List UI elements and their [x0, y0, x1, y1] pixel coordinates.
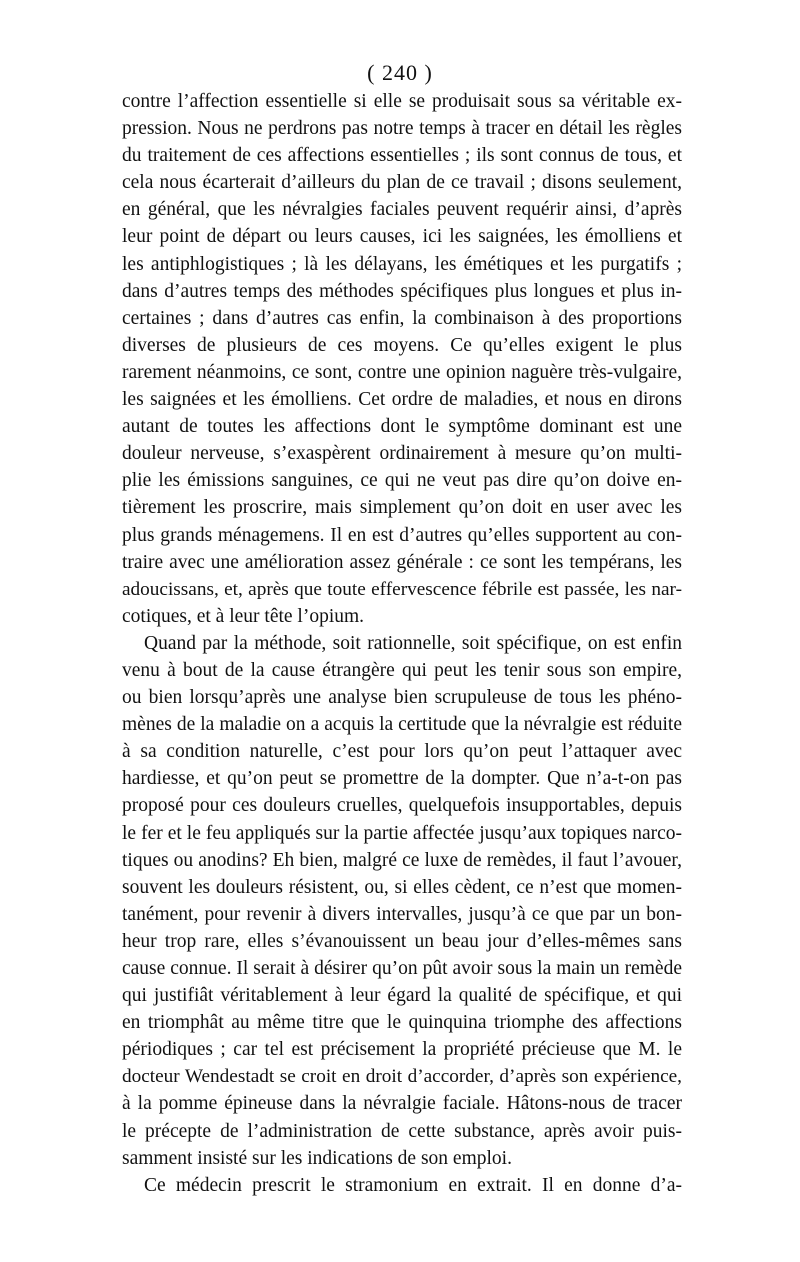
text-line: mènes de la maladie on a acquis la certitude que la névralgie est réduite — [122, 714, 682, 736]
text-line: le fer et le feu appliqués sur la partie affectée jusqu’aux topiques narco- — [122, 822, 682, 844]
text-line: tanément, pour revenir à divers intervalles, jusqu’à ce que par un bon- — [122, 903, 682, 925]
text-line: proposé pour ces douleurs cruelles, quelquefois insupportables, depuis — [122, 795, 682, 817]
text-line: pression. Nous ne perdrons pas notre temps à tracer en détail les règles — [122, 118, 682, 140]
text-line: douleur nerveuse, s’exaspèrent ordinairement à mesure qu’on multi- — [122, 443, 682, 465]
text-line: contre l’affection essentielle si elle se produisait sous sa véritable ex- — [122, 91, 682, 112]
text-line: du traitement de ces affections essentielles ; ils sont connus de tous, et — [122, 145, 682, 167]
text-line: cotiques, et à leur tête l’opium. — [122, 605, 365, 627]
text-line: plie les émissions sanguines, ce qui ne veut pas dire qu’on doive en- — [122, 470, 682, 492]
text-line: à sa condition naturelle, c’est pour lors qu’on peut l’attaquer avec — [122, 741, 682, 763]
text-line: diverses de plusieurs de ces moyens. Ce qu’elles exigent le plus — [122, 334, 682, 356]
text-line: rarement néanmoins, ce sont, contre une opinion naguère très-vulgaire, — [122, 361, 682, 383]
text-line: en général, que les névralgies faciales peuvent requérir ainsi, d’après — [122, 199, 682, 221]
text-line: cause connue. Il serait à désirer qu’on pût avoir sous la main un remède — [122, 958, 682, 979]
text-line: en triomphât au même titre que le quinquina triomphe des affections — [122, 1012, 682, 1034]
page-number: ( 240 ) — [367, 60, 433, 85]
text-line: hardiesse, et qu’on peut se promettre de la dompter. Que n’a-t-on pas — [122, 768, 682, 790]
text-line: traire avec une amélioration assez générale : ce sont les tempérans, les — [122, 551, 682, 573]
text-line: périodiques ; car tel est précisement la propriété précieuse que M. le — [122, 1039, 682, 1061]
text-line: le précepte de l’administration de cette substance, après avoir puis- — [122, 1120, 682, 1142]
text-line: cela nous écarterait d’ailleurs du plan de ce travail ; disons seulement, — [122, 172, 682, 194]
text-line: tièrement les proscrire, mais simplement qu’on doit en user avec les — [122, 497, 682, 519]
text-line: tiques ou anodins? Eh bien, malgré ce luxe de remèdes, il faut l’avouer, — [122, 849, 682, 871]
text-line: à la pomme épineuse dans la névralgie faciale. Hâtons-nous de tracer — [122, 1093, 682, 1115]
text-line: qui justifiât véritablement à leur égard la qualité de spécifique, et qui — [122, 985, 682, 1007]
text-line: heur trop rare, elles s’évanouissent un beau jour d’elles-mêmes sans — [122, 930, 682, 952]
text-line: certaines ; dans d’autres cas enfin, la combinaison à des proportions — [122, 307, 682, 329]
text-line: ou bien lorsqu’après une analyse bien scrupuleuse de tous les phéno- — [122, 687, 682, 709]
text-line: autant de toutes les affections dont le symptôme dominant est une — [122, 416, 682, 438]
text-line: dans d’autres temps des méthodes spécifiques plus longues et plus in- — [122, 280, 682, 302]
text-line: plus grands ménagemens. Il en est d’autres qu’elles supportent au con- — [122, 524, 682, 546]
text-line: samment insisté sur les indications de son emploi. — [122, 1147, 512, 1169]
text-line: souvent les douleurs résistent, ou, si elles cèdent, ce n’est que momen- — [122, 876, 682, 898]
text-line: adoucissans, et, après que toute effervescence fébrile est passée, les nar- — [122, 578, 682, 600]
text-line: docteur Wendestadt se croit en droit d’accorder, d’après son expérience, — [122, 1066, 682, 1088]
text-line: Ce médecin prescrit le stramonium en extrait. Il en donne d’a- — [144, 1174, 682, 1196]
body-text — [122, 88, 682, 1199]
text-line: venu à bout de la cause étrangère qui peut les tenir sous son empire, — [122, 659, 682, 681]
text-line: les saignées et les émolliens. Cet ordre de maladies, et nous en dirons — [122, 389, 682, 411]
text-line: leur point de départ ou leurs causes, ici les saignées, les émolliens et — [122, 226, 682, 248]
text-line: les antiphlogistiques ; là les délayans, les émétiques et les purgatifs ; — [122, 253, 682, 275]
text-line: Quand par la méthode, soit rationnelle, soit spécifique, on est enfin — [144, 632, 682, 654]
